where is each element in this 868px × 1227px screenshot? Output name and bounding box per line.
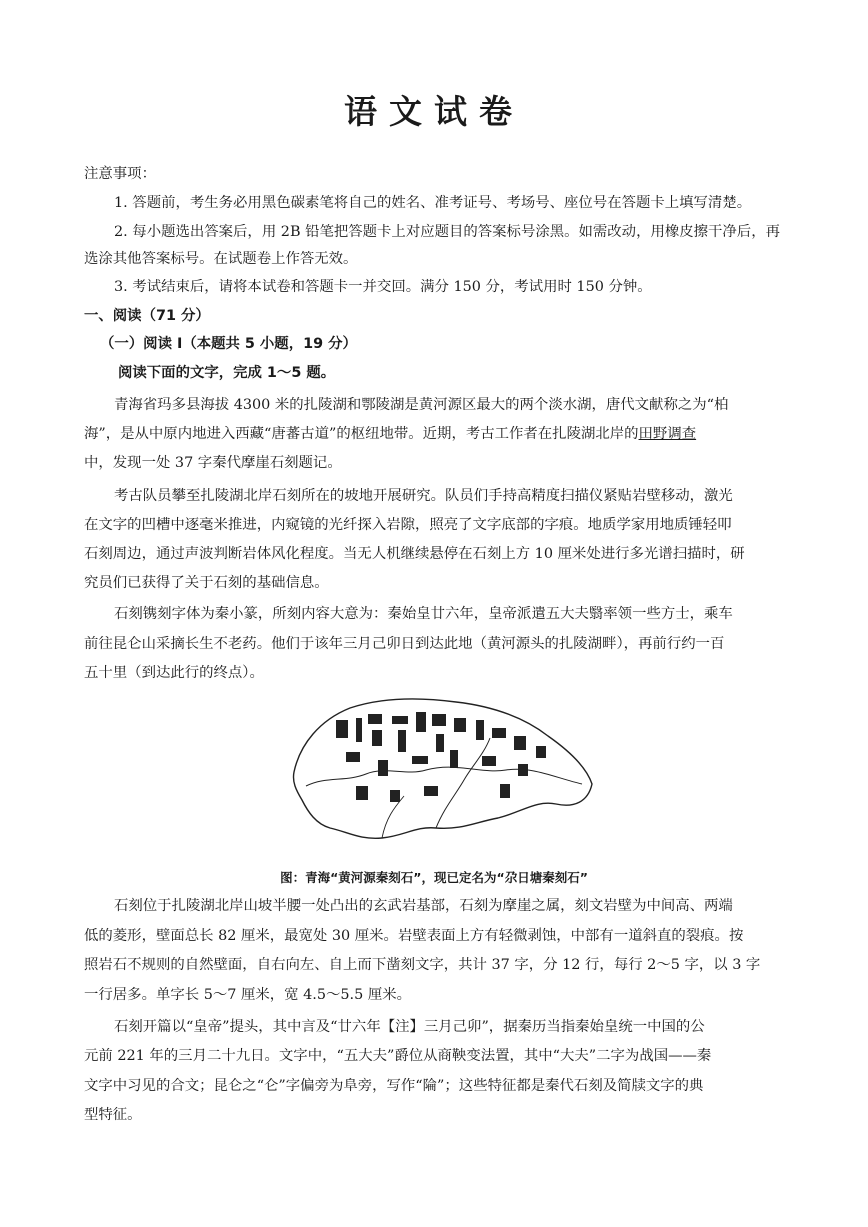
passage-p2-line-4: 究员们已获得了关于石刻的基础信息。 [84,575,329,591]
passage-p5-line-4: 型特征。 [84,1107,142,1123]
passage-p1-line-3: 中，发现一处 37 字秦代摩崖石刻题记。 [84,455,342,471]
passage-p1-line-2-text: 海”，是从中原内地进入西藏“唐蕃古道”的枢纽地带。近期，考古工作者在扎陵湖北岸的 [84,426,639,442]
stone-carving-illustration [286,690,600,846]
passage-p4-line-4: 一行居多。单字长 5～7 厘米，宽 4.5～5.5 厘米。 [84,987,412,1003]
passage-p5-line-1: 石刻开篇以“皇帝”提头，其中言及“廿六年【注】三月己卯”，据秦历当指秦始皇统一中国的公 [114,1019,705,1035]
passage-p2-line-1: 考古队员攀至扎陵湖北岸石刻所在的坡地开展研究。队员们手持高精度扫描仪紧贴岩壁移动，激光 [114,488,733,504]
passage-p4-line-2: 低的菱形，壁面总长 82 厘米，最宽处 30 厘米。岩壁表面上方有轻微剥蚀，中部有一道斜直的裂痕。按 [84,928,744,944]
notice-item-3: 3. 考试结束后，请将本试卷和答题卡一并交回。满分 150 分，考试用时 150 分钟。 [114,279,652,295]
notice-heading: 注意事项： [84,166,156,182]
passage-p4-line-1: 石刻位于扎陵湖北岸山坡半腰一处凸出的玄武岩基部，石刻为摩崖之属，刻文岩壁为中间高、两端 [114,898,733,914]
passage-p2-line-2: 在文字的凹槽中逐毫米推进，内窥镜的光纤探入岩隙，照亮了文字底部的字痕。地质学家用地质锤轻叩 [84,517,732,533]
passage-p3-line-2: 前往昆仑山采摘长生不老药。他们于该年三月己卯日到达此地（黄河源头的扎陵湖畔），再前行约一百 [84,636,725,652]
section-heading: 一、阅读（71 分） [84,308,210,324]
passage-p3-line-3: 五十里（到达此行的终点）。 [84,665,264,681]
figure-caption: 图：青海“黄河源秦刻石”，现已定名为“尕日塘秦刻石” [280,870,588,885]
passage-p5-line-3: 文字中习见的合文；昆仑之“仑”字偏旁为阜旁，写作“陯”；这些特征都是秦代石刻及简牍文字的典 [84,1078,704,1094]
notice-item-1: 1. 答题前，考生务必用黑色碳素笔将自己的姓名、准考证号、考场号、座位号在答题卡上填写清楚。 [114,195,752,211]
notice-item-2-line-1: 2. 每小题选出答案后，用 2B 铅笔把答题卡上对应题目的答案标号涂黑。如需改动，用橡皮擦干净后，再 [114,224,780,240]
passage-p1-line-1: 青海省玛多县海拔 4300 米的扎陵湖和鄂陵湖是黄河源区最大的两个淡水湖，唐代文献称之为“柏 [114,397,729,413]
notice-item-2-line-2: 选涂其他答案标号。在试题卷上作答无效。 [84,251,358,267]
reading-instruction: 阅读下面的文字，完成 1～5 题。 [118,365,336,381]
passage-p3-line-1: 石刻镌刻字体为秦小篆，所刻内容大意为：秦始皇廿六年，皇帝派遣五大夫翳率领一些方士，乘车 [114,606,733,622]
subsection-heading: （一）阅读 I（本题共 5 小题，19 分） [100,336,357,352]
passage-p4-line-3: 照岩石不规则的自然壁面，自右向左、自上而下凿刻文字，共计 37 字，分 12 行，每行 2～5 字，以 3 字 [84,957,761,973]
passage-p1-line-2 [84,424,696,444]
underlined-term: 田野调查 [638,426,697,442]
passage-p5-line-2: 元前 221 年的三月二十九日。文字中，“五大夫”爵位从商鞅变法置，其中“大夫”二字为战国——秦 [84,1048,712,1064]
exam-title: 语文试卷 [344,92,524,131]
passage-p2-line-3: 石刻周边，通过声波判断岩体风化程度。当无人机继续悬停在石刻上方 10 厘米处进行多光谱扫描时，研 [84,546,745,562]
